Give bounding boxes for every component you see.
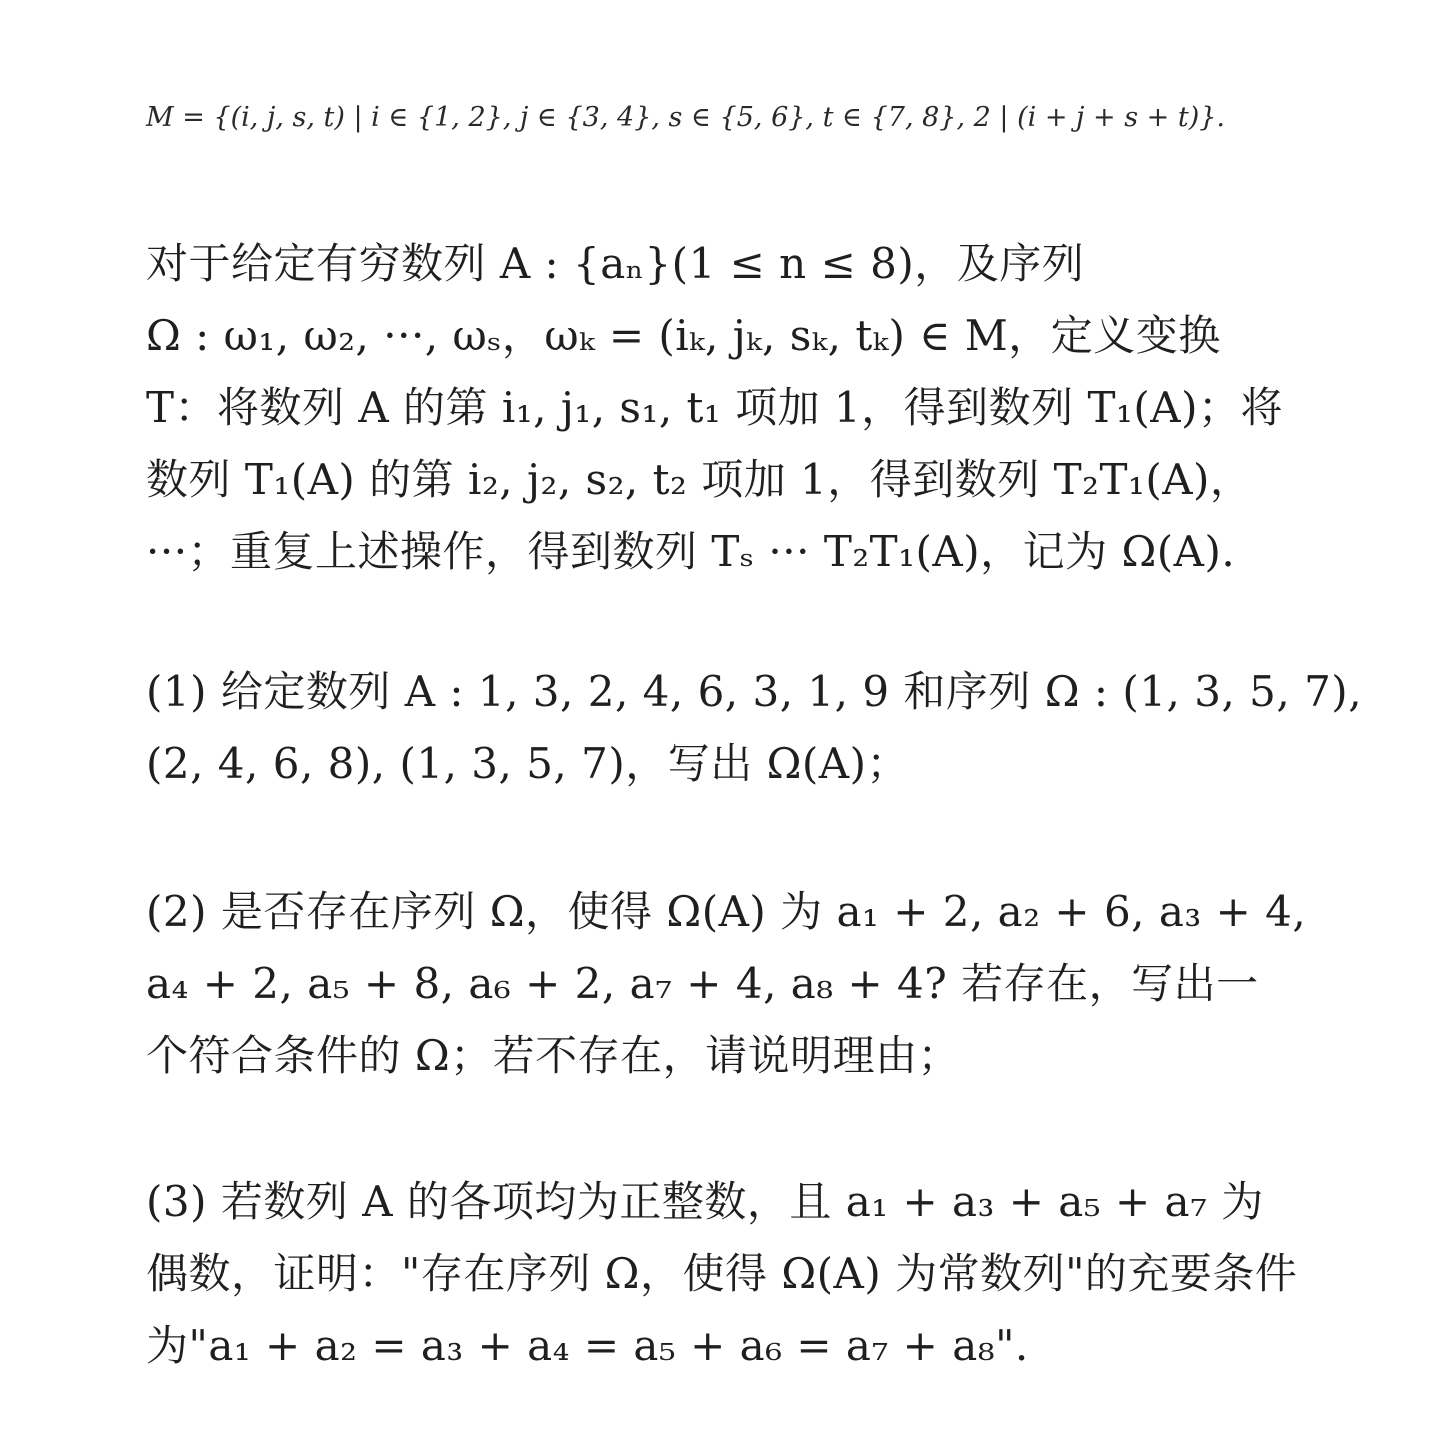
question-3-line: (3) 若数列 A 的各项均为正整数，且 a₁ + a₃ + a₅ + a₇ 为 [146,1177,1264,1226]
question-3 [146,1166,1406,1382]
intro-line: T：将数列 A 的第 i₁, j₁, s₁, t₁ 项加 1，得到数列 T₁(A)；将 [146,383,1283,432]
question-1 [146,656,1406,800]
problem-intro [146,228,1406,588]
question-1-line: (2, 4, 6, 8), (1, 3, 5, 7)，写出 Ω(A)； [146,739,910,788]
question-2-line: a₄ + 2, a₅ + 8, a₆ + 2, a₇ + 4, a₈ + 4? 若存在，写出一 [146,959,1259,1008]
intro-line: 数列 T₁(A) 的第 i₂, j₂, s₂, t₂ 项加 1，得到数列 T₂T₁(A)， [146,455,1253,504]
set-definition-formula: M = {(i, j, s, t) | i ∈ {1, 2}, j ∈ {3, 4}, s ∈ {5, 6}, t ∈ {7, 8}, 2 | (i + j + s + t)}. [146,102,1225,133]
intro-line: Ω : ω₁, ω₂, ···, ωₛ，ωₖ = (iₖ, jₖ, sₖ, tₖ) ∈ M，定义变换 [146,311,1221,360]
question-1-line: (1) 给定数列 A : 1, 3, 2, 4, 6, 3, 1, 9 和序列 Ω : (1, 3, 5, 7), [146,667,1363,716]
question-3-line: 偶数，证明："存在序列 Ω，使得 Ω(A) 为常数列"的充要条件 [146,1249,1298,1298]
intro-line: 对于给定有穷数列 A : {aₙ}(1 ≤ n ≤ 8)，及序列 [146,239,1085,288]
question-2-line: (2) 是否存在序列 Ω，使得 Ω(A) 为 a₁ + 2, a₂ + 6, a₃ + 4, [146,887,1307,936]
question-2 [146,876,1406,1092]
question-3-line: 为"a₁ + a₂ = a₃ + a₄ = a₅ + a₆ = a₇ + a₈". [146,1321,1029,1370]
question-2-line: 个符合条件的 Ω；若不存在，请说明理由； [146,1031,961,1080]
intro-line: ···；重复上述操作，得到数列 Tₛ ··· T₂T₁(A)，记为 Ω(A). [146,527,1236,576]
